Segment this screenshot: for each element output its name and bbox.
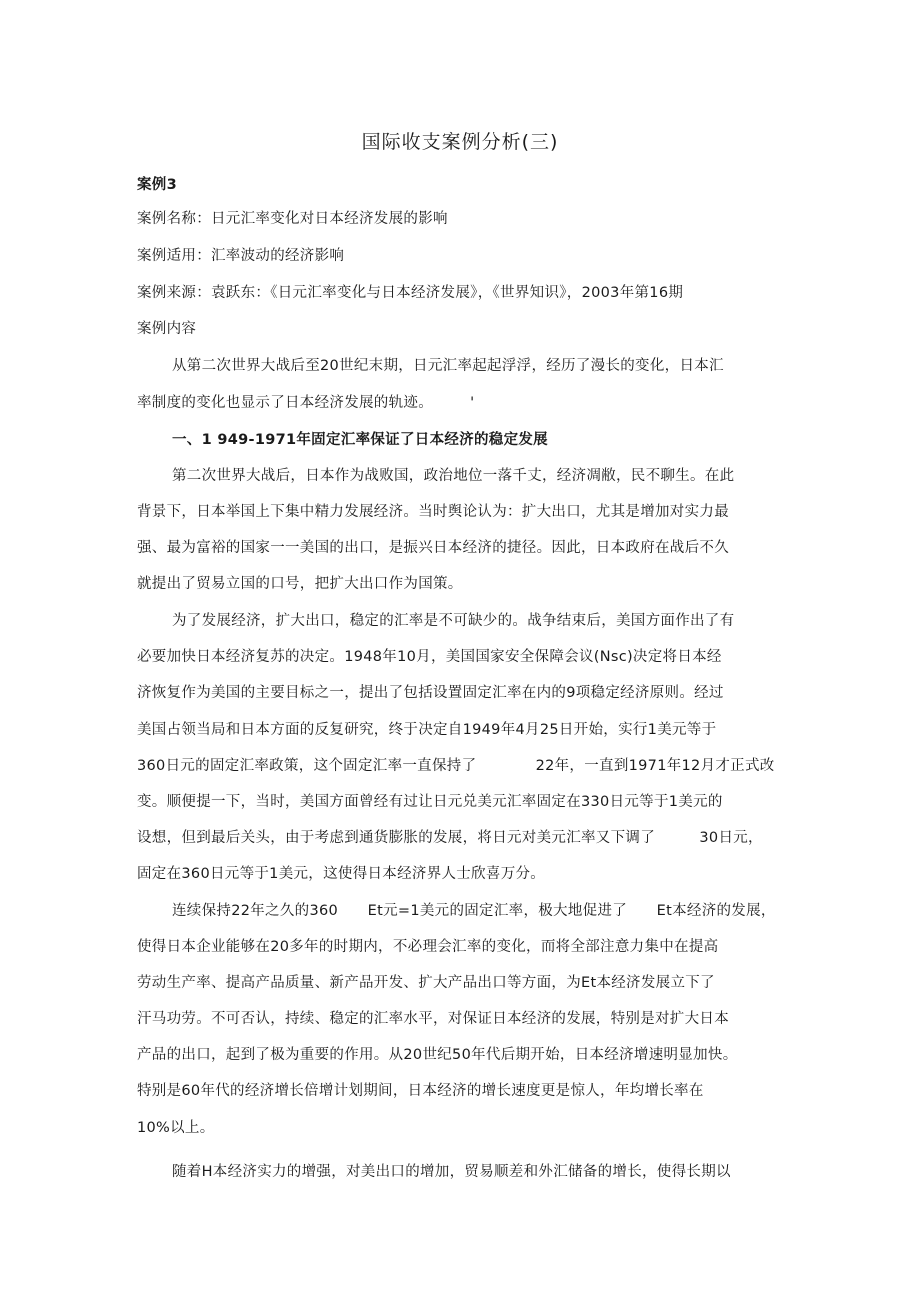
paragraph-line: 就提出了贸易立国的口号，把扩大出口作为国策。 [137,576,463,592]
document-title: 国际收支案例分析(三) [361,131,559,153]
paragraph-line: 固定在360日元等于1美元，这使得日本经济界人士欣喜万分。 [137,866,546,882]
paragraph-line: 设想，但到最后关头，由于考虑到通货膨胀的发展，将日元对美元汇率又下调了 30日元， [137,830,763,846]
paragraph-line: 背景下，日本举国上下集中精力发展经济。当时舆论认为：扩大出口，尤其是增加对实力最 [137,504,729,520]
paragraph-line: 为了发展经济，扩大出口，稳定的汇率是不可缺少的。战争结束后，美国方面作出了有 [172,613,735,629]
paragraph-line: 使得日本企业能够在20多年的时期内，不必理会汇率的变化，而将全部注意力集中在提高 [137,939,719,955]
paragraph-line: 美国占领当局和日本方面的反复研究，终于决定自1949年4月25日开始，实行1美元等于 [137,722,717,738]
paragraph-line: 产品的出口，起到了极为重要的作用。从20世纪50年代后期开始，日本经济增速明显加快。 [137,1047,738,1063]
paragraph-line: 汗马功劳。不可否认，持续、稳定的汇率水平，对保证日本经济的发展，特别是对扩大日本 [137,1011,729,1027]
paragraph-line: 济恢复作为美国的主要目标之一，提出了包括设置固定汇率在内的9项稳定经济原则。经过 [137,685,724,701]
paragraph-line: 变。顺便提一下，当时，美国方面曾经有过让日元兑美元汇率固定在330日元等于1美元的 [137,794,723,810]
case-content-label: 案例内容 [137,321,197,337]
case-source: 案例来源：袁跃东：《日元汇率变化与日本经济发展》，《世界知识》，2003年第16期 [137,285,684,301]
paragraph-line: 连续保持22年之久的360 Et元=1美元的固定汇率，极大地促进了 Et本经济的发展， [172,903,776,919]
case-use: 案例适用：汇率波动的经济影响 [137,248,345,264]
paragraph-line: 必要加快日本经济复苏的决定。1948年10月，美国国家安全保障会议(Nsc)决定将日本经 [137,649,722,665]
paragraph-line: 劳动生产率、提高产品质量、新产品开发、扩大产品出口等方面，为Et本经济发展立下了 [137,975,715,991]
paragraph-line: 360日元的固定汇率政策，这个固定汇率一直保持了 22年，一直到1971年12月才正式改 [137,758,775,774]
case-name: 案例名称：日元汇率变化对日本经济发展的影响 [137,211,448,227]
paragraph-line: 10%以上。 [137,1120,215,1136]
paragraph-line: 强、最为富裕的国家一一美国的出口，是振兴日本经济的捷径。因此，日本政府在战后不久 [137,540,729,556]
paragraph-line: 特别是60年代的经济增长倍增计划期间，日本经济的增长速度更是惊人，年均增长率在 [137,1083,704,1099]
section-heading: 一、1 949-1971年固定汇率保证了日本经济的稳定发展 [172,432,548,448]
paragraph-line: 随着H本经济实力的增强，对美出口的增加，贸易顺差和外汇储备的增长，使得长期以 [172,1164,731,1180]
case-label: 案例3 [137,177,177,193]
paragraph-line: 率制度的变化也显示了日本经济发展的轨迹。 ' [137,395,475,411]
paragraph-line: 第二次世界大战后，日本作为战败国，政治地位一落千丈，经济凋敝，民不聊生。在此 [172,468,735,484]
paragraph-line: 从第二次世界大战后至20世纪末期，日元汇率起起浮浮，经历了漫长的变化，日本汇 [172,358,724,374]
